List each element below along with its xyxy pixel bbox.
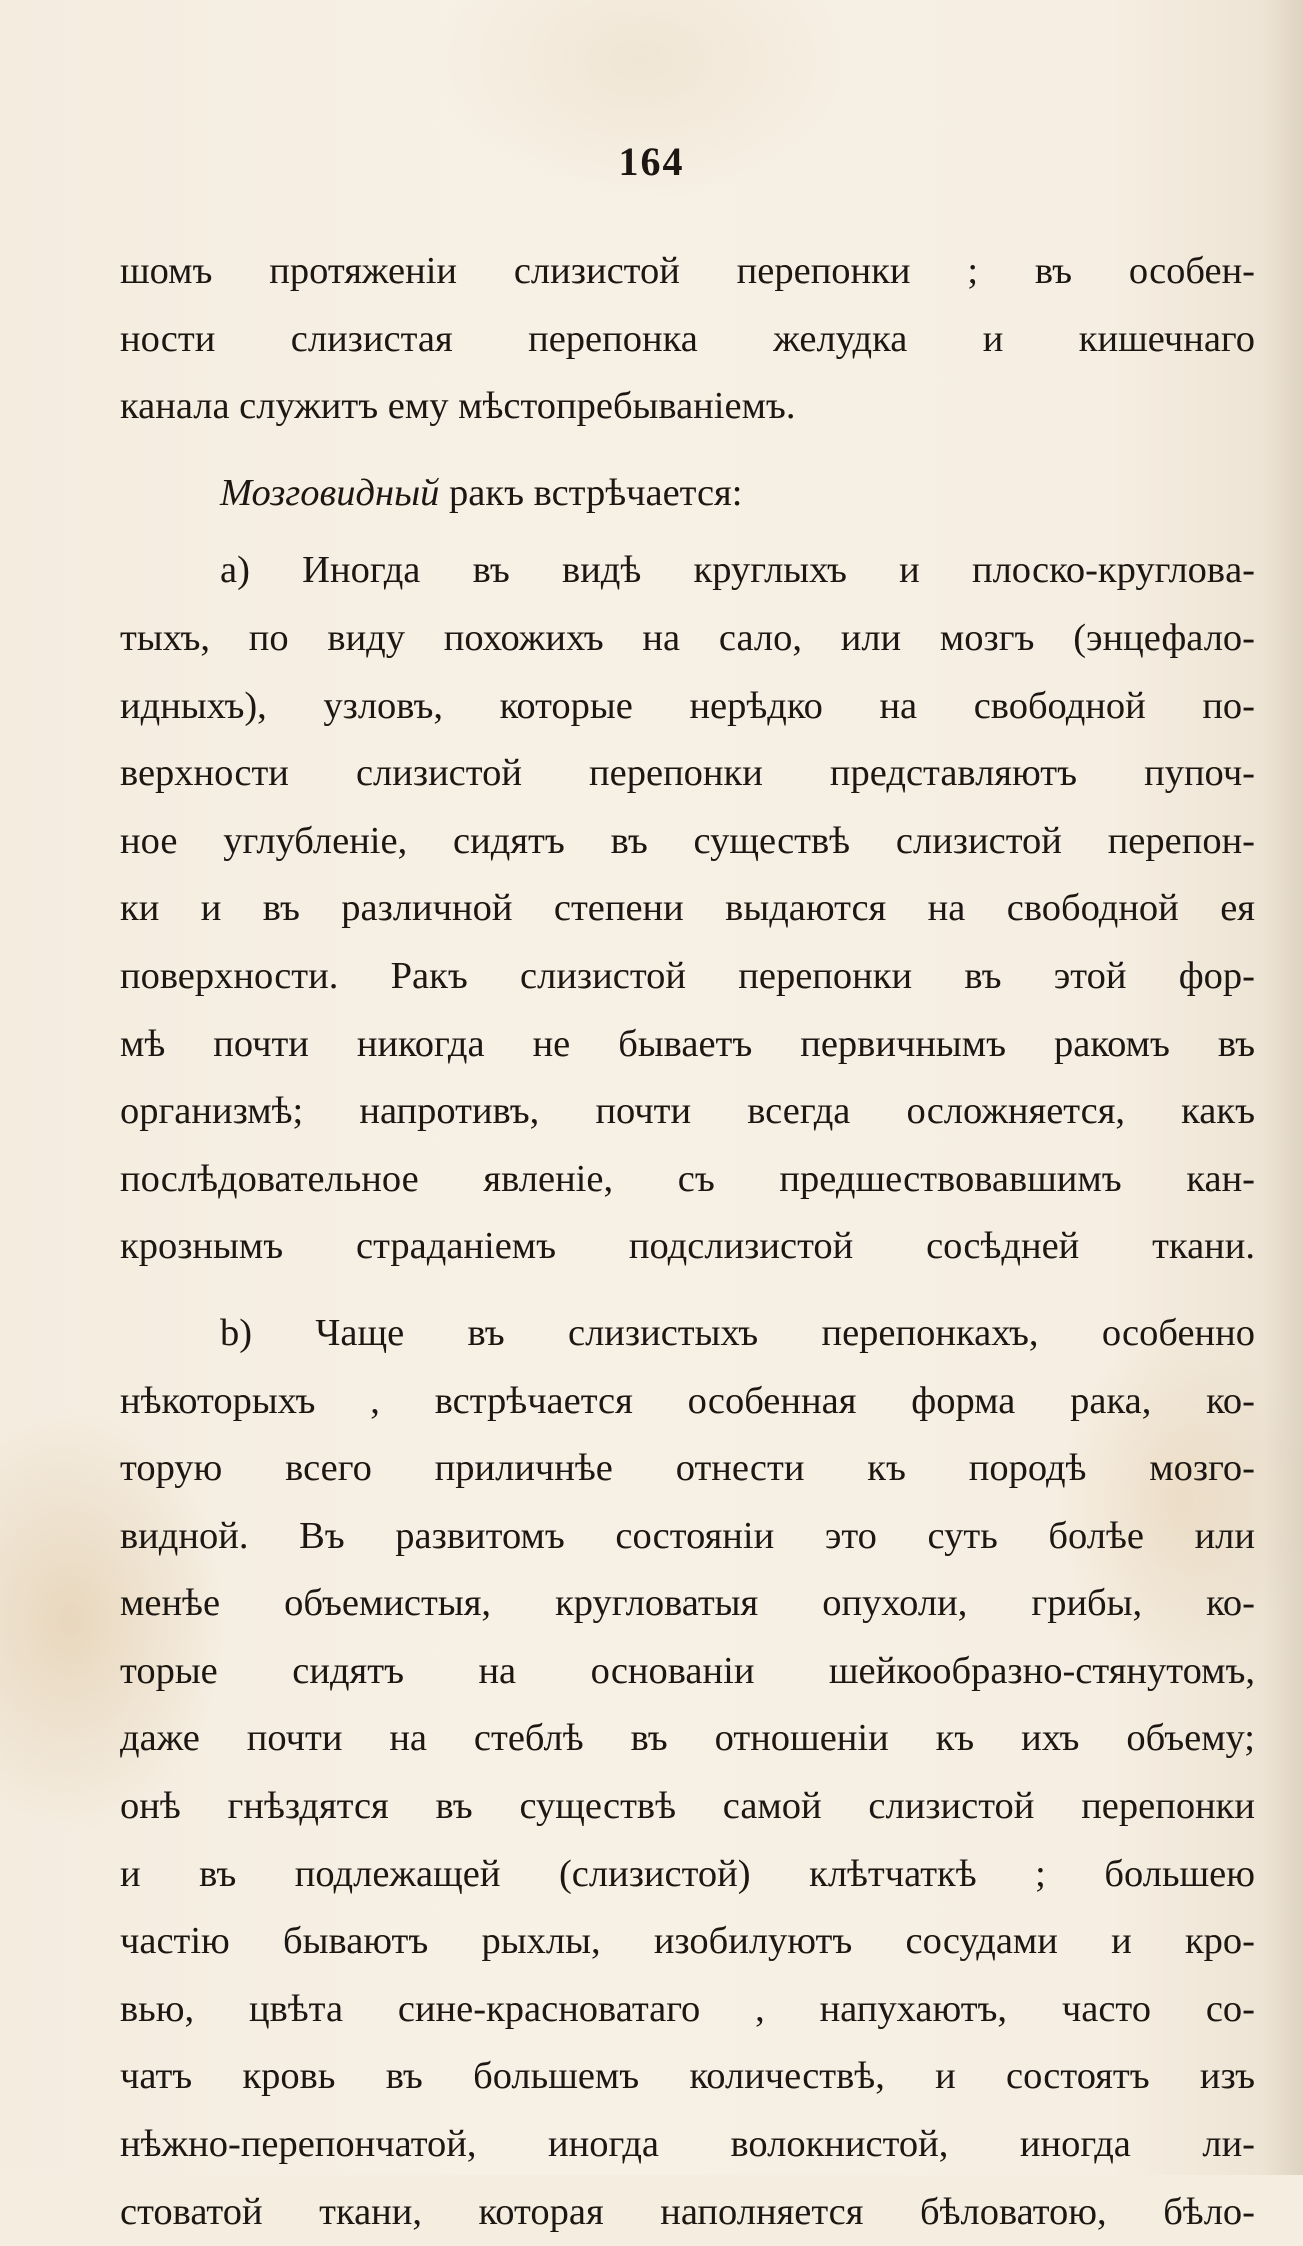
text-line: шомъ протяженіи слизистой перепонки ; въ особен- [120,250,1255,292]
text-line: частію бываютъ рыхлы, изобилуютъ сосудами и кро- [120,1920,1255,1963]
heading-rest: ракъ встрѣчается: [439,471,743,514]
page-number: 164 [618,139,685,184]
paragraph-continuation [120,238,1255,441]
text-line: b) Чаще въ слизистыхъ перепонкахъ, особенно [220,1311,1255,1354]
paragraph-gap [120,1281,1255,1300]
text-line: онѣ гнѣздятся въ существѣ самой слизистой перепонки [120,1785,1255,1828]
text-line: торую всего приличнѣе отнести къ породѣ мозго- [120,1447,1255,1490]
text-line: ки и въ различной степени выдаются на свободной ея [120,887,1255,930]
text-line: а) Иногда въ видѣ круглыхъ и плоско-кругловa- [220,549,1255,592]
page-edge-shadow [1263,0,1303,2175]
text-line: мѣ почти никогда не бываетъ первичнымъ ракомъ въ [120,1022,1255,1065]
text-line: верхности слизистой перепонки представляютъ пупоч- [120,752,1255,795]
text-line: менѣе объемистыя, кругловатыя опухоли, грибы, ко- [120,1582,1255,1625]
text-line: вью, цвѣта сине-красноватаго , напухаютъ, часто со- [120,1987,1255,2030]
text-line: торые сидятъ на основаніи шейкообразно-стянутомъ, [120,1649,1255,1692]
text-line: тыхъ, по виду похожихъ на сало, или мозгъ (энцефало- [120,616,1255,659]
paragraph-a [120,537,1255,1281]
text-line: послѣдовательное явленіе, съ предшествовавшимъ кан- [120,1157,1255,1200]
text-line: и въ подлежащей (слизистой) клѣтчаткѣ ; большею [120,1852,1255,1895]
text-line: нѣжно-перепончатой, иногда волокнистой, иногда ли- [120,2123,1255,2166]
text-line: нѣкоторыхъ , встрѣчается особенная форма рака, ко- [120,1379,1255,1422]
paragraph-gap [120,527,1255,537]
page-text [120,238,1255,2246]
section-heading [120,460,1255,528]
text-line: ности слизистая перепонка желудка и кишечнаго [120,317,1255,360]
text-line: канала служитъ ему мѣстопребываніемъ. [120,385,796,428]
text-line: организмѣ; напротивъ, почти всегда осложняется, какъ [120,1090,1255,1133]
paragraph-gap [120,441,1255,460]
heading-italic-term: Мозговидный [220,471,440,514]
text-line: видной. Въ развитомъ состояніи это суть болѣе или [120,1514,1255,1557]
text-line: поверхности. Ракъ слизистой перепонки въ этой фор- [120,954,1255,997]
text-line: даже почти на стеблѣ въ отношеніи къ ихъ объему; [120,1717,1255,1760]
text-line: идныхъ), узловъ, которые нерѣдко на свободной по- [120,684,1255,727]
paragraph-b [120,1300,1255,2246]
text-line: ное углубленіе, сидятъ въ существѣ слизистой перепон- [120,819,1255,862]
text-line: стоватой ткани, которая наполняется бѣловатою, бѣло- [120,2190,1255,2233]
text-line: крознымъ страданіемъ подслизистой сосѣдней ткани. [120,1225,1255,1268]
text-line: чатъ кровь въ большемъ количествѣ, и состоятъ изъ [120,2055,1255,2098]
